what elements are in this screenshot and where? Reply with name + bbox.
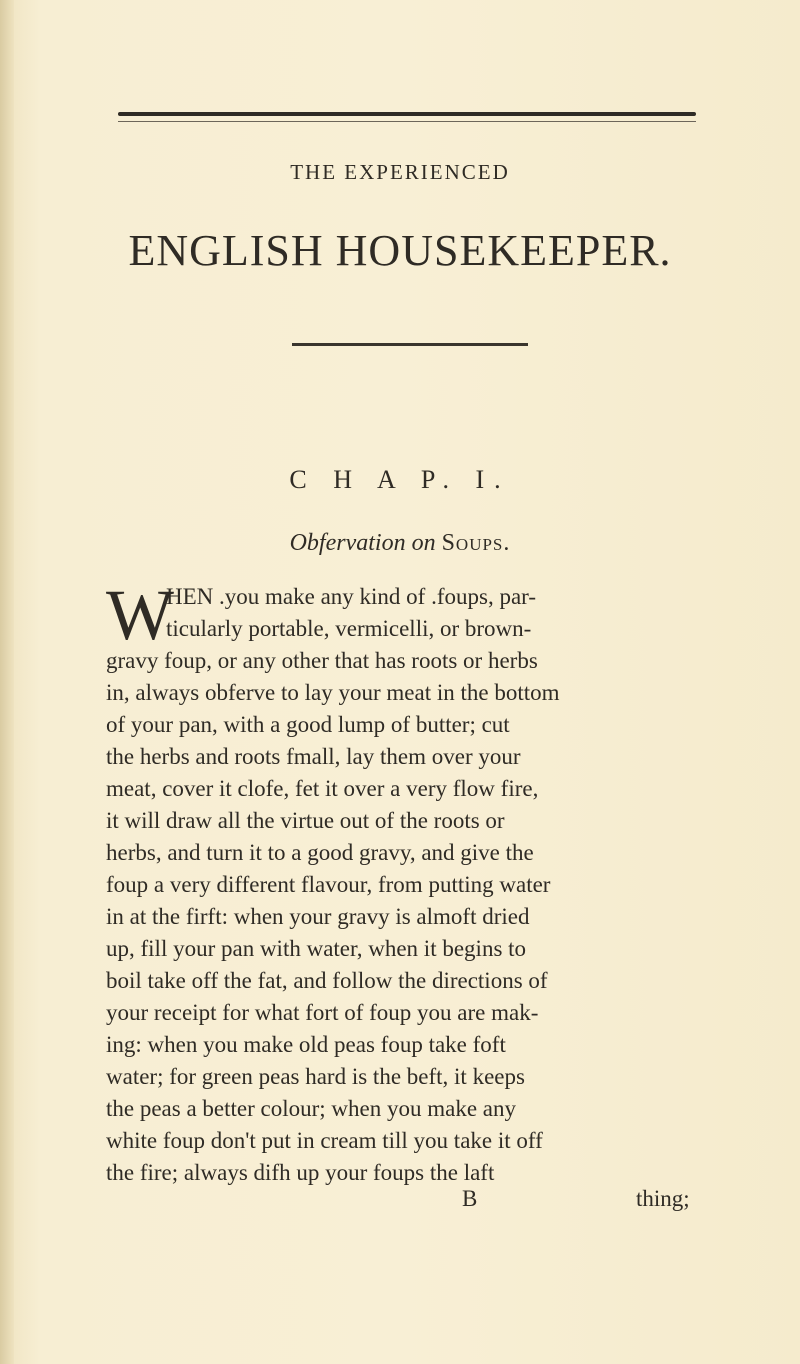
text-line: in at the firft: when your gravy is almoft dried — [106, 904, 530, 929]
catchword: thing; — [636, 1186, 690, 1211]
header-line: THE EXPERIENCED — [290, 160, 510, 184]
text-line: foup a very different flavour, from putting water — [106, 872, 551, 897]
text-line: meat, cover it clofe, fet it over a very flow fire, — [106, 776, 539, 801]
text-line: white foup don't put in cream till you take it off — [106, 1128, 543, 1153]
text-line: ing: when you make old peas foup take foft — [106, 1032, 506, 1057]
text-line: it will draw all the virtue out of the roots or — [106, 808, 505, 833]
chapter-heading: C H A P. I. — [289, 465, 511, 494]
text-line: boil take off the fat, and follow the directions of — [106, 968, 548, 993]
title-divider-rule — [292, 343, 528, 346]
signature-mark: B — [462, 1186, 478, 1211]
text-line: HEN .you make any kind of .foups, par- — [166, 584, 537, 609]
text-line: in, always obferve to lay your meat in the bottom — [106, 680, 560, 705]
text-line: the herbs and roots fmall, lay them over your — [106, 744, 521, 769]
drop-cap-initial: W — [106, 575, 174, 655]
text-line: of your pan, with a good lump of butter; cut — [106, 712, 510, 737]
text-line: up, fill your pan with water, when it begins to — [106, 936, 527, 961]
text-line: herbs, and turn it to a good gravy, and give the — [106, 840, 534, 865]
text-line: the fire; always difh up your foups the laft — [106, 1160, 495, 1185]
text-line: your receipt for what fort of foup you are mak- — [106, 1000, 539, 1025]
text-line: ticularly portable, vermicelli, or brown- — [166, 616, 532, 641]
text-line: the peas a better colour; when you make any — [106, 1096, 517, 1121]
book-title: ENGLISH HOUSEKEEPER. — [128, 226, 672, 275]
subtitle-italic: Obfervation on — [289, 530, 436, 556]
chapter-subtitle — [0, 530, 800, 557]
top-thin-rule — [118, 121, 696, 122]
page-edge-shadow — [0, 0, 14, 1364]
text-line: water; for green peas hard is the beft, it keeps — [106, 1064, 525, 1089]
subtitle-smallcaps: Soups. — [441, 530, 511, 556]
top-ornamental-rule — [118, 112, 696, 116]
text-line: gravy foup, or any other that has roots or herbs — [106, 648, 538, 673]
